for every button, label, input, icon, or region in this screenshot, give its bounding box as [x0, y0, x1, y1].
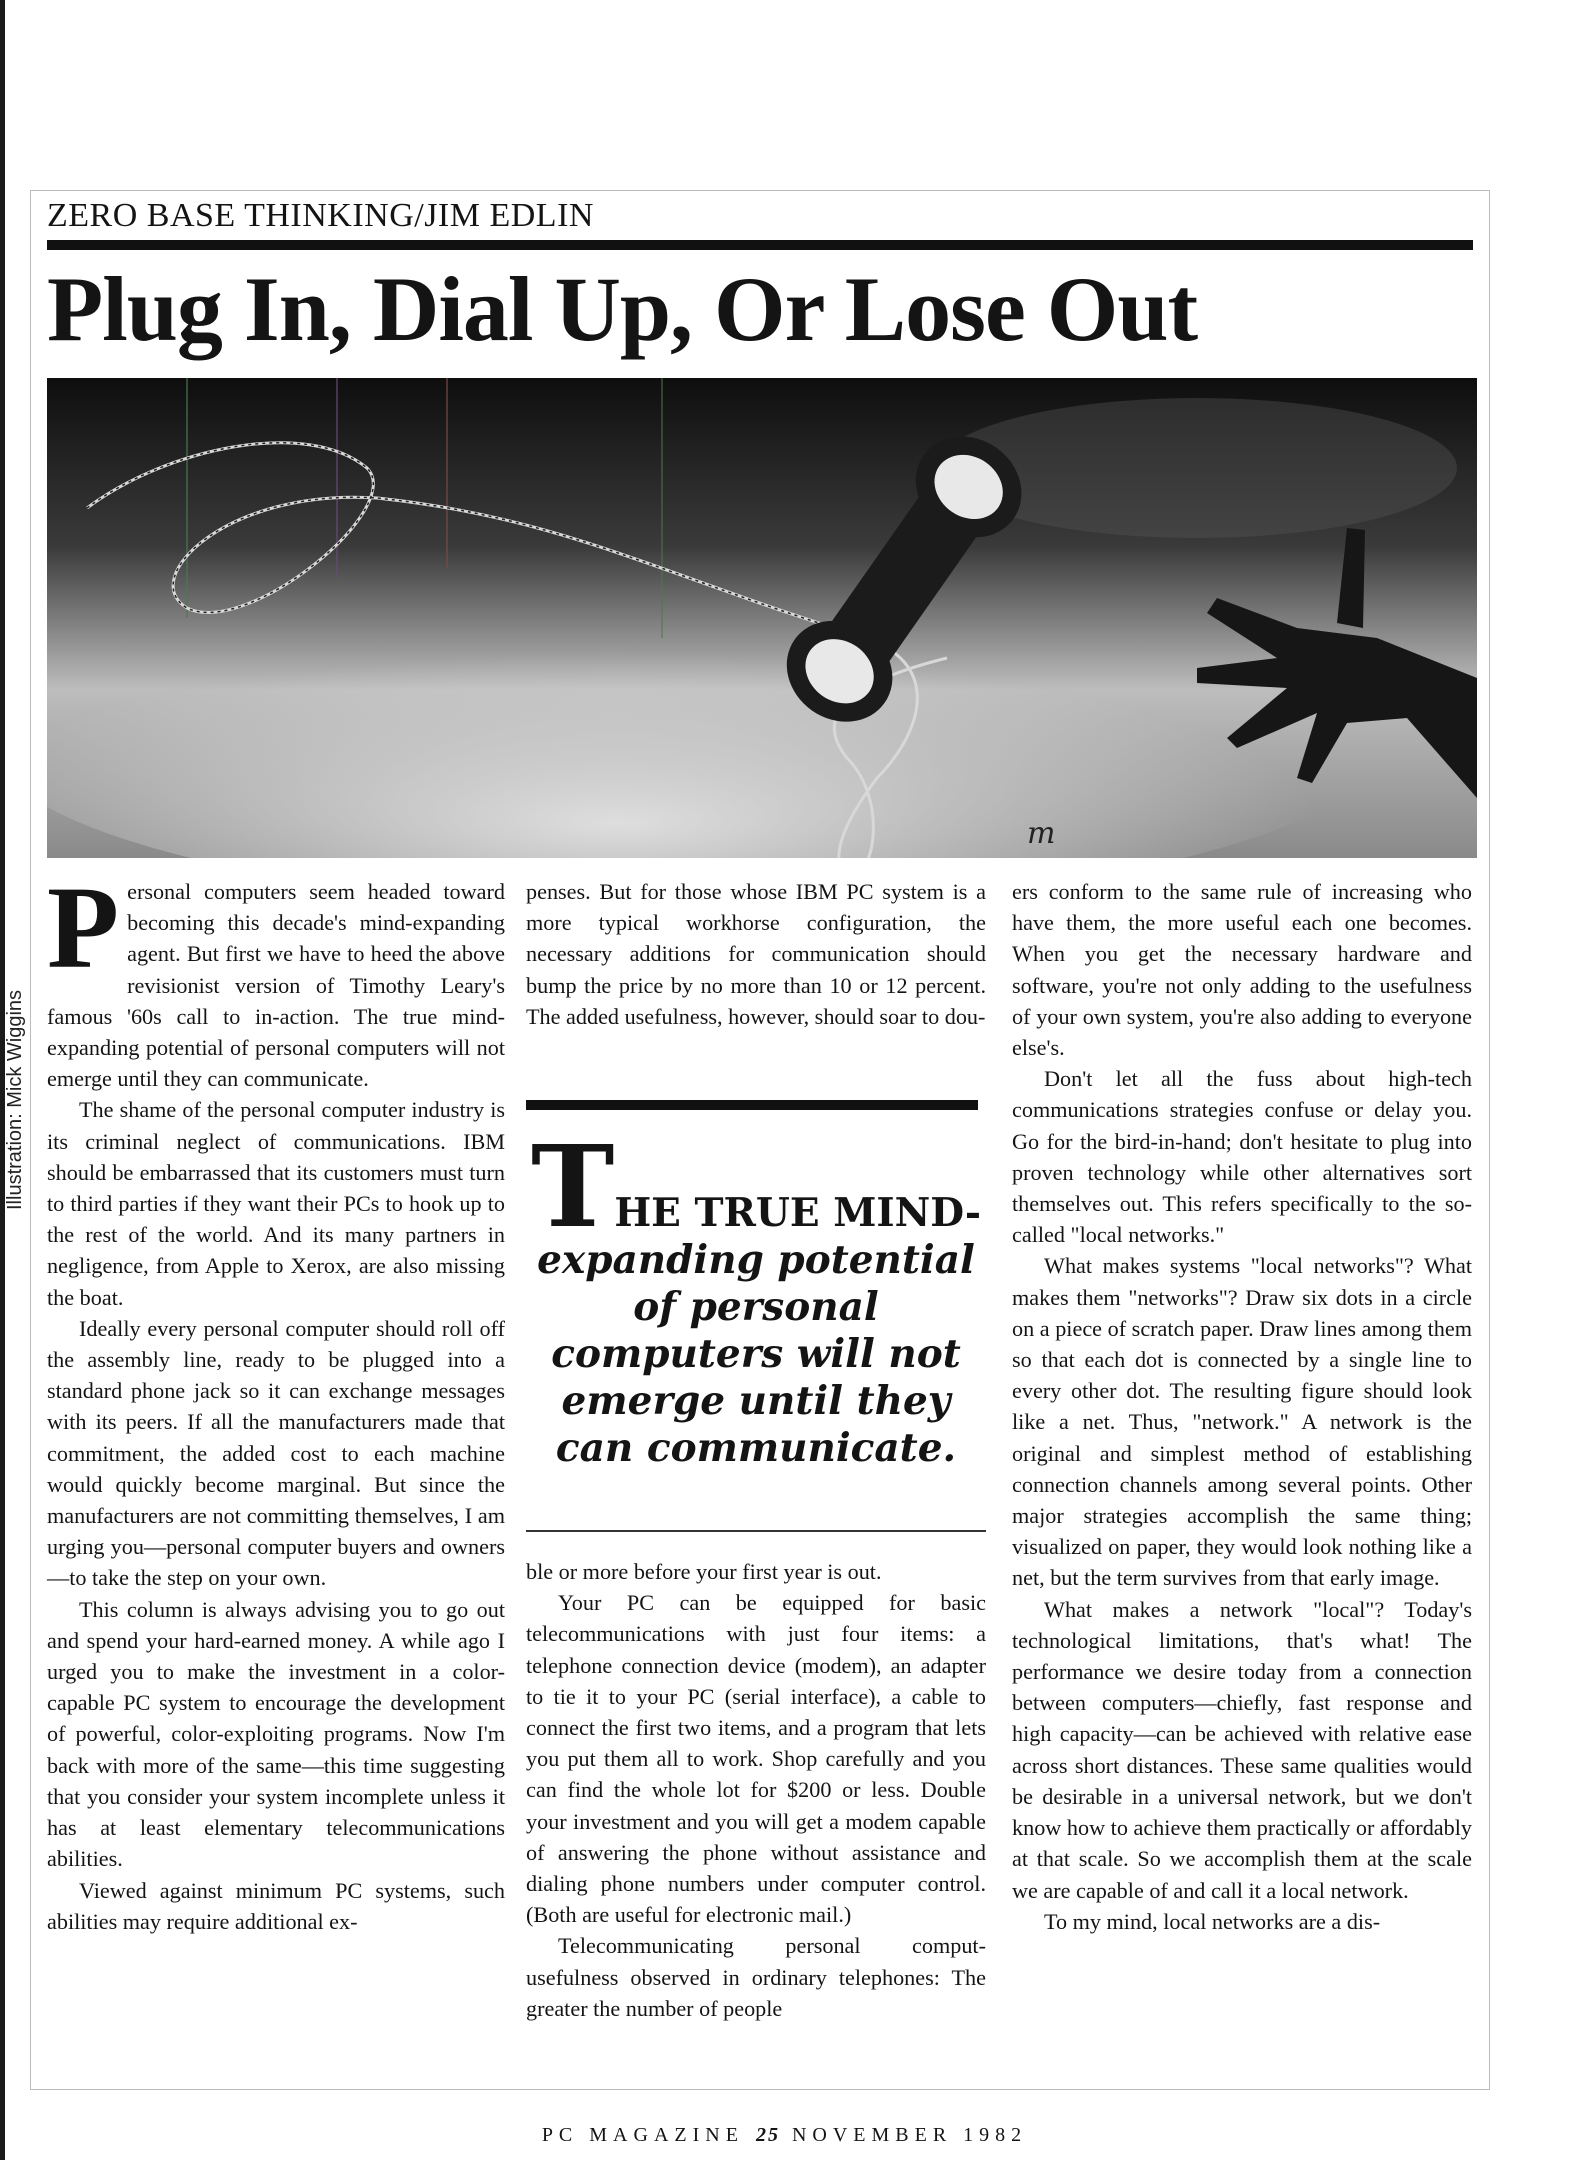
illustration-credit: Illustration: Mick Wiggins	[4, 989, 26, 1210]
paragraph: The shame of the personal computer industry is its criminal neglect of communications. IBM should be embarrassed that its customers must turn to third parties if they want their PCs to hook up to the rest of the world. And its many partners in negligence, from Apple to Xerox, are also missing the boat.	[47, 1097, 505, 1310]
folio-date: NOVEMBER 1982	[791, 2124, 1028, 2146]
article-column-3	[1012, 876, 1472, 1937]
pull-quote-text	[526, 1122, 986, 1472]
article-column-2-top	[526, 876, 986, 1032]
pull-quote	[526, 1100, 986, 1540]
pull-quote-bottom-rule	[526, 1530, 986, 1532]
pull-quote-top-rule	[526, 1100, 978, 1110]
paragraph: ers conform to the same rule of increasing who have them, the more useful each one becomes. When you get the necessary hardware and software, you're not only adding to the usefulness of your own system, you're also adding to everyone else's.	[1012, 879, 1472, 1061]
kicker-rule	[47, 240, 1473, 250]
paragraph: This column is always advising you to go out and spend your hard-earned money. A while ago I urged you to make the investment in a color-capable PC system to encourage the development of powerful, color-exploiting programs. Now I'm back with more of the same—this time suggesting that you consider your system incomplete unless it has at least elementary telecommunications abilities.	[47, 1596, 505, 1872]
article-column-1	[47, 862, 505, 1937]
page-folio	[0, 2124, 1569, 2147]
paragraph: penses. But for those whose IBM PC system is a more typical workhorse configuration, the necessary additions for communication should bump the price by no more than 10 or 12 percent. The added usefulness, however, should soar to dou-	[526, 879, 986, 1029]
article-column-2-bottom	[526, 1556, 986, 2024]
paragraph: Viewed against minimum PC systems, such abilities may require additional ex-	[47, 1877, 505, 1934]
pull-quote-body: expanding potential of personal computers will not emerge until they can communicate.	[537, 1237, 975, 1471]
paragraph: Your PC can be equipped for basic telecommunications with just four items: a telephone connection device (modem), an adapter to tie it to your PC (serial interface), a cable to connect the first two items, and a program that lets you put them all to work. Shop carefully and you can find the whole lot for $200 or less. Double your investment and you will get a modem capable of answering the phone without assistance and dialing phone numbers under computer control. (Both are useful for electronic mail.)	[526, 1590, 986, 1928]
paragraph: Ideally every personal computer should roll off the assembly line, ready to be plugged into a standard phone jack so it can exchange messages with its peers. If all the manufacturers made that commitment, the added cost to each machine would quickly become marginal. But since the manufacturers are not committing themselves, I am urging you—personal computer buyers and owners—to take the step on your own.	[47, 1315, 505, 1591]
folio-magazine: PC MAGAZINE	[541, 2124, 744, 2146]
paragraph: Telecommunicating personal comput-usefulness observed in ordinary telephones: The greater the number of people	[526, 1933, 986, 2021]
paragraph: What makes systems "local networks"? What makes them "networks"? Draw six dots in a circle on a piece of scratch paper. Draw lines among them so that each dot is connected by a single line to every other dot. The resulting figure should look like a net. Thus, "network." A network is the original and simplest method of establishing connection channels among several points. Other major strategies accomplish the same thing; visualized on paper, they would look nothing like a net, but the term survives from that early image.	[1012, 1253, 1472, 1591]
folio-page-number: 25	[755, 2124, 780, 2146]
paragraph: ersonal computers seem headed toward becoming this decade's mind-expanding agent. But first we have to heed the above revisionist version of Timothy Leary's famous '60s call to in-action. The true mind-expanding potential of personal computers will not emerge until they can communicate.	[47, 879, 505, 1092]
illustration-telephone-handset	[47, 378, 1477, 858]
drop-cap: P	[47, 862, 120, 993]
paragraph: ble or more before your first year is out.	[526, 1559, 882, 1584]
paragraph: Don't let all the fuss about high-tech communications strategies confuse or delay you. Go for the bird-in-hand; don't hesitate to plug into proven technology while other alternatives sort themselves out. This refers specifically to the so-called "local networks."	[1012, 1066, 1472, 1248]
paragraph: What makes a network "local"? Today's technological limitations, that's what! The performance we desire today from a connection between computers—chiefly, fast response and high capacity—can be achieved with relative ease across short distances. These same qualities would be desirable in a universal network, but we don't know how to achieve them practically or affordably at that scale. So we accomplish them at the scale we are capable of and call it a local network.	[1012, 1596, 1472, 1903]
column-kicker: ZERO BASE THINKING/JIM EDLIN	[47, 197, 594, 234]
paragraph: To my mind, local networks are a dis-	[1044, 1908, 1381, 1934]
artist-signature: m	[1027, 816, 1056, 851]
pull-quote-initial: T	[530, 1122, 615, 1253]
pull-quote-first-line: HE TRUE MIND-	[614, 1190, 982, 1236]
headline: Plug In, Dial Up, Or Lose Out	[47, 258, 1198, 360]
